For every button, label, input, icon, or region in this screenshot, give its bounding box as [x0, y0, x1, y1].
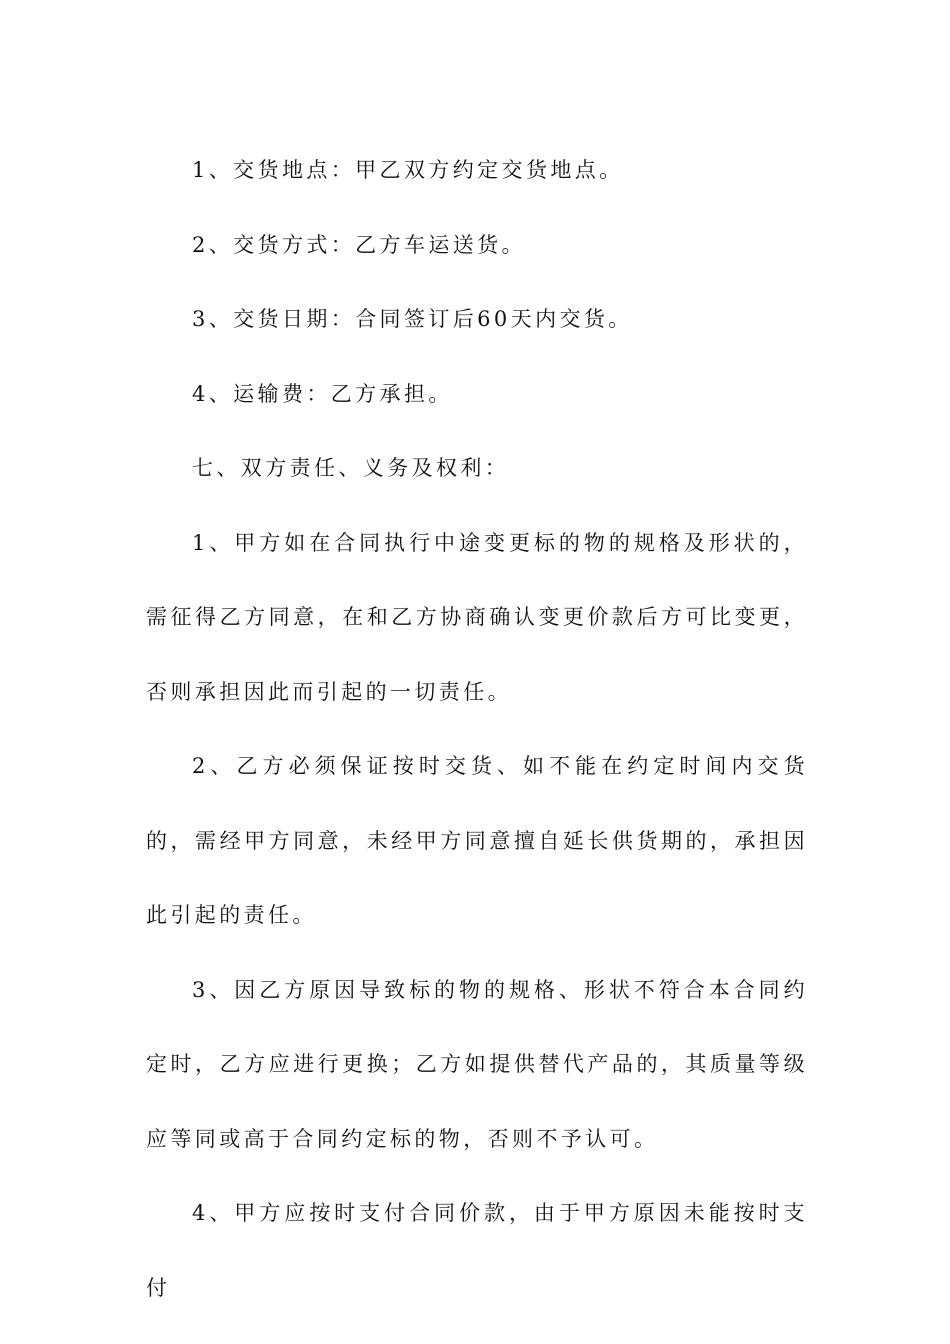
paragraph-delivery-method: 2、交货方式：乙方车运送货。 — [192, 232, 526, 257]
paragraph-clause-2: 2、乙方必须保证按时交货、如不能在约定时间内交货的，需经甲方同意，未经甲方同意擅自延长供货期的，承担因此引起的责任。 — [146, 754, 808, 927]
paragraph-clause-3: 3、因乙方原因导致标的物的规格、形状不符合本合同约定时，乙方应进行更换；乙方如提供替代产品的，其质量等级应等同或高于合同约定标的物，否则不予认可。 — [146, 977, 808, 1151]
paragraph-delivery-location: 1、交货地点：甲乙双方约定交货地点。 — [192, 158, 624, 182]
paragraph-delivery-date: 3、交货日期：合同签订后60天内交货。 — [192, 307, 633, 331]
paragraph-clause-1: 1、甲方如在合同执行中途变更标的物的规格及形状的，需征得乙方同意，在和乙方协商确认变更价款后方可比变更，否则承担因此而引起的一切责任。 — [146, 530, 808, 704]
section-heading-responsibilities: 七、双方责任、义务及权利： — [192, 456, 510, 480]
paragraph-clause-4: 4、甲方应按时支付合同价款，由于甲方原因未能按时支付 — [146, 1201, 808, 1300]
paragraph-transport-fee: 4、运输费：乙方承担。 — [192, 381, 453, 406]
document-body — [146, 133, 808, 1325]
